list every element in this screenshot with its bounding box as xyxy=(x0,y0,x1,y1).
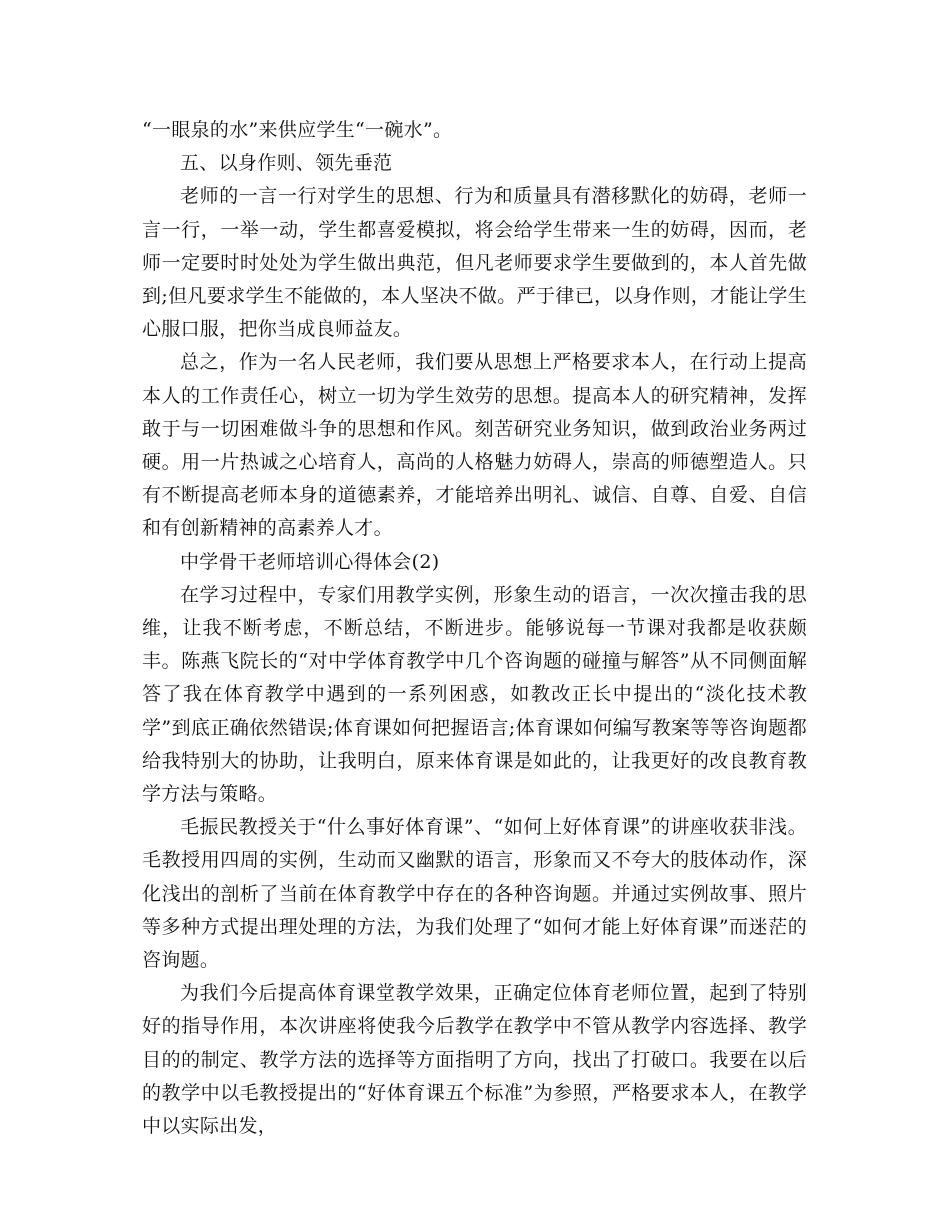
paragraph-3: 老师的一言一行对学生的思想、行为和质量具有潜移默化的妨碍，老师一言一行，一举一动，学生都喜爱模拟，将会给学生带来一生的妨碍，因而，老师一定要时时处处为学生做出典范，但凡老师要求学生要做到的，本人首先做到;但凡要求学生不能做的，本人坚决不做。严于律已，以身作则，才能让学生心服口服，把你当成良师益友。 xyxy=(142,185,807,341)
paragraph-7: 毛振民教授关于“什么事好体育课”、“如何上好体育课”的讲座收获非浅。毛教授用四周的实例，生动而又幽默的语言，形象而又不夸大的肢体动作，深化浅出的剖析了当前在体育教学中存在的各种咨询题。并通过实例故事、照片等多种方式提出理处理的方法，为我们处理了“如何才能上好体育课”而迷茫的咨询题。 xyxy=(142,816,807,972)
document-page xyxy=(142,114,807,1143)
paragraph-4: 总之，作为一名人民老师，我们要从思想上严格要求本人，在行动上提高本人的工作责任心，树立一切为学生效劳的思想。提高本人的研究精神，发挥敢于与一切困难做斗争的思想和作风。刻苦研究业务知识，做到政治业务两过硬。用一片热诚之心培育人，高尚的人格魅力妨碍人，崇高的师德塑造人。只有不断提高老师本身的道德素养，才能培养出明礼、诚信、自尊、自爱、自信和有创新精神的高素养人才。 xyxy=(142,351,807,540)
paragraph-8: 为我们今后提高体育课堂教学效果，正确定位体育老师位置，起到了特别好的指导作用，本次讲座将使我今后教学在教学中不管从教学内容选择、教学目的的制定、教学方法的选择等方面指明了方向，找出了打破口。我要在以后的教学中以毛教授提出的“好体育课五个标准”为参照，严格要求本人，在教学中以实际出发， xyxy=(142,982,807,1138)
section-heading-5: 五、以身作则、领先垂范 xyxy=(180,152,393,175)
paragraph-6: 在学习过程中，专家们用教学实例，形象生动的语言，一次次撞击我的思维，让我不断考虑，不断总结，不断进步。能够说每一节课对我都是收获颇丰。陈燕飞院长的“对中学体育教学中几个咨询题的碰撞与解答”从不同侧面解答了我在体育教学中遇到的一系列困惑，如教改正长中提出的“淡化技术教学”到底正确依然错误;体育课如何把握语言;体育课如何编写教案等等咨询题都给我特别大的协助，让我明白，原来体育课是如此的，让我更好的改良教育教学方法与策略。 xyxy=(142,583,807,806)
article-title-2: 中学骨干老师培训心得体会(2) xyxy=(180,550,440,573)
paragraph-1: “一眼泉的水”来供应学生“一碗水”。 xyxy=(142,119,453,141)
